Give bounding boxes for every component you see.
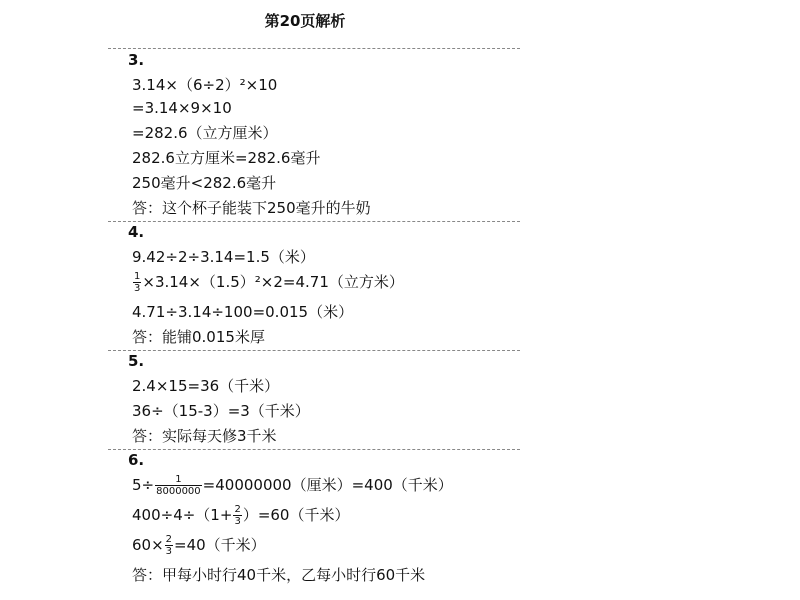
- solution-line: =3.14×9×10: [132, 99, 232, 117]
- problem-number: 4.: [128, 223, 145, 241]
- page-title: 第20页解析: [264, 12, 346, 30]
- solution-line: 4.71÷3.14÷100=0.015（米）: [132, 303, 354, 321]
- solution-line: 2.4×15=36（千米）: [132, 377, 280, 395]
- solution-line: 3.14×（6÷2）²×10: [132, 76, 278, 94]
- section-divider: [108, 350, 520, 351]
- solution-line: 282.6立方厘米=282.6毫升: [132, 149, 321, 167]
- problem-number: 6.: [128, 451, 145, 469]
- solution-line: 5÷ $\frac{1}{8000000}$ =40000000（厘米）=400（千米）: [132, 474, 453, 497]
- problem-number: 5.: [128, 352, 145, 370]
- answer-line: 答：甲每小时行40千米，乙每小时行60千米: [132, 566, 426, 584]
- solution-line: 36÷（15-3）=3（千米）: [132, 402, 310, 420]
- answer-line: 答：实际每天修3千米: [132, 427, 277, 445]
- fraction: $\frac{2}{3}$: [234, 504, 241, 527]
- section-divider: [108, 221, 520, 222]
- solution-line: 60× $\frac{2}{3}$ =40（千米）: [132, 534, 266, 557]
- answer-line: 答：这个杯子能装下250毫升的牛奶: [132, 199, 371, 217]
- solution-line: 250毫升<282.6毫升: [132, 174, 277, 192]
- answer-line: 答：能铺0.015米厚: [132, 328, 265, 346]
- solution-line: 400÷4÷（1+ $\frac{2}{3}$ ）=60（千米）: [132, 504, 350, 527]
- solution-line: $\frac{1}{3}$ ×3.14×（1.5）²×2=4.71（立方米）: [134, 271, 404, 294]
- solution-line: 9.42÷2÷3.14=1.5（米）: [132, 248, 315, 266]
- section-divider: [108, 48, 520, 49]
- fraction: $\frac{1}{8000000}$: [156, 474, 201, 497]
- fraction: $\frac{1}{3}$: [134, 271, 141, 294]
- fraction: $\frac{2}{3}$: [165, 534, 173, 557]
- solution-line: =282.6（立方厘米）: [132, 124, 278, 142]
- section-divider: [108, 449, 520, 450]
- problem-number: 3.: [128, 51, 145, 69]
